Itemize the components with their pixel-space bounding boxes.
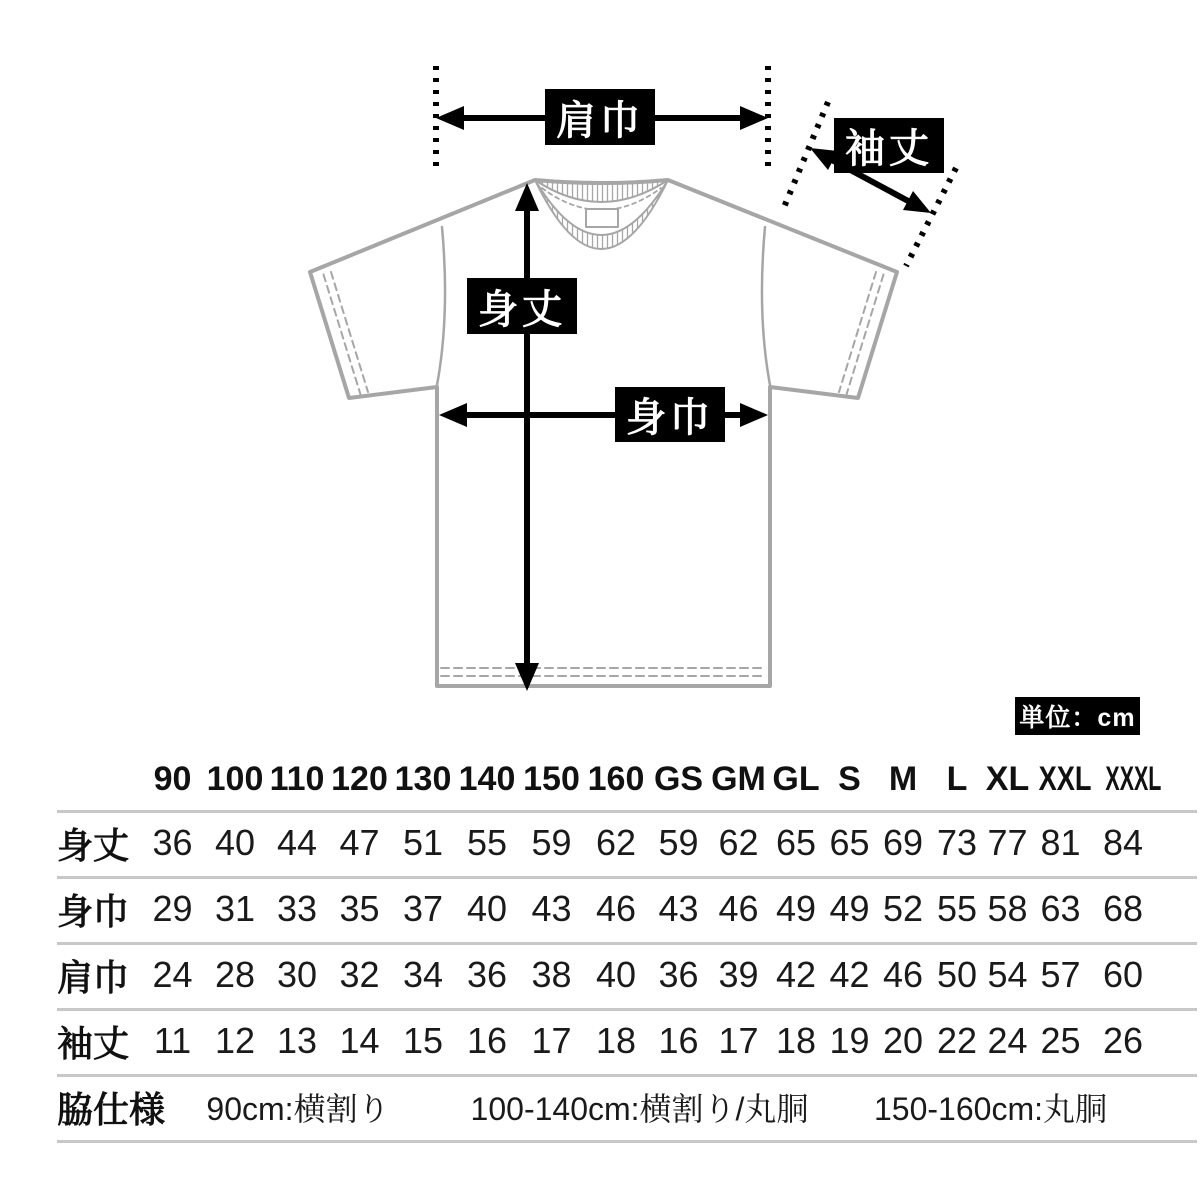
size-column-header: L — [946, 759, 968, 798]
size-value-cell: 15 — [402, 1020, 444, 1061]
size-table-header — [57, 748, 1162, 810]
size-column-header: GM — [711, 759, 766, 798]
size-value-cell: 73 — [936, 822, 978, 863]
size-value-cell: 22 — [936, 1020, 978, 1061]
size-column-header: XXXL — [1105, 759, 1162, 798]
size-value-cell: 13 — [276, 1020, 318, 1061]
size-column-header: 130 — [394, 759, 452, 798]
spec-row — [57, 1074, 1157, 1140]
size-value-cell: 26 — [1102, 1020, 1144, 1061]
spec-text-cell: 150-160cm:丸胴 — [874, 1091, 1107, 1127]
sleeve-length-guide-lower — [906, 168, 956, 266]
size-value-cell: 16 — [658, 1020, 699, 1061]
size-value-cell: 30 — [276, 954, 318, 995]
size-value-cell: 36 — [658, 954, 699, 995]
size-column-header: 140 — [458, 759, 516, 798]
size-value-cell: 33 — [276, 888, 318, 929]
size-value-cell: 40 — [214, 822, 256, 863]
tshirt-body-shape — [310, 180, 897, 686]
sleeve-length-label: 袖丈 — [834, 118, 944, 173]
size-value-cell: 55 — [936, 888, 978, 929]
size-column-header: 150 — [523, 759, 580, 798]
size-table — [57, 748, 1162, 1140]
size-value-cell: 11 — [153, 1020, 192, 1061]
size-value-cell: 44 — [276, 822, 318, 863]
size-value-cell: 18 — [595, 1020, 637, 1061]
size-column-header: XXL — [1038, 759, 1092, 798]
size-column-header: GL — [772, 759, 820, 798]
size-value-cell: 24 — [152, 954, 193, 995]
size-value-cell: 35 — [339, 888, 380, 929]
size-value-cell: 63 — [1040, 888, 1081, 929]
size-value-cell: 84 — [1102, 822, 1144, 863]
size-value-cell: 58 — [987, 888, 1028, 929]
table-separator — [57, 1140, 1197, 1143]
size-value-cell: 69 — [882, 822, 924, 863]
size-column-header: 100 — [206, 759, 264, 798]
body-width-label: 身巾 — [615, 387, 725, 442]
size-table-body — [57, 810, 1157, 1140]
size-table-header-row — [57, 748, 1157, 810]
tshirt-outline — [310, 180, 897, 686]
unit-badge: 単位：cm — [1015, 697, 1140, 735]
size-value-cell: 12 — [214, 1020, 256, 1061]
size-value-cell: 34 — [402, 954, 444, 995]
size-value-cell: 28 — [214, 954, 256, 995]
table-row — [57, 1008, 1157, 1074]
table-corner-cell — [57, 748, 141, 810]
size-value-cell: 37 — [402, 888, 444, 929]
size-column-header: 160 — [587, 759, 645, 798]
size-value-cell: 68 — [1102, 888, 1144, 929]
size-value-cell: 62 — [595, 822, 637, 863]
size-value-cell: 39 — [718, 954, 759, 995]
size-value-cell: 50 — [936, 954, 978, 995]
size-column-header: 110 — [269, 759, 325, 798]
size-value-cell: 40 — [595, 954, 637, 995]
size-value-cell: 47 — [339, 822, 380, 863]
size-value-cell: 51 — [402, 822, 444, 863]
size-value-cell: 81 — [1040, 822, 1081, 863]
row-label: 身丈 — [57, 824, 130, 866]
body-length-label: 身丈 — [467, 278, 577, 334]
size-value-cell: 32 — [339, 954, 380, 995]
size-value-cell: 57 — [1040, 954, 1081, 995]
row-label: 袖丈 — [57, 1022, 130, 1064]
size-value-cell: 43 — [531, 888, 572, 929]
row-label: 肩巾 — [57, 956, 130, 998]
row-label: 脇仕様 — [57, 1088, 166, 1130]
size-value-cell: 18 — [775, 1020, 817, 1061]
size-value-cell: 36 — [466, 954, 508, 995]
size-value-cell: 36 — [152, 822, 193, 863]
size-value-cell: 60 — [1102, 954, 1144, 995]
size-column-header: 90 — [153, 759, 192, 798]
spec-text-cell: 100-140cm:横割り/丸胴 — [470, 1091, 809, 1127]
size-value-cell: 17 — [531, 1020, 572, 1061]
table-row — [57, 876, 1157, 942]
size-value-cell: 49 — [775, 888, 817, 929]
size-value-cell: 43 — [658, 888, 699, 929]
table-row — [57, 810, 1157, 876]
size-value-cell: 17 — [718, 1020, 759, 1061]
size-column-header: 120 — [331, 759, 388, 798]
size-value-cell: 46 — [882, 954, 924, 995]
spec-text-cell: 90cm:横割り — [206, 1091, 390, 1127]
size-value-cell: 40 — [466, 888, 508, 929]
neck-tag — [586, 209, 618, 227]
size-column-header: S — [838, 759, 861, 798]
size-value-cell: 46 — [595, 888, 637, 929]
size-value-cell: 46 — [718, 888, 759, 929]
size-column-header: GS — [653, 759, 704, 798]
table-row — [57, 942, 1157, 1008]
size-value-cell: 42 — [829, 954, 870, 995]
size-value-cell: 19 — [829, 1020, 870, 1061]
size-value-cell: 54 — [987, 954, 1028, 995]
shoulder-width-label: 肩巾 — [545, 89, 655, 145]
size-value-cell: 38 — [531, 954, 572, 995]
size-value-cell: 14 — [339, 1020, 380, 1061]
size-column-header: XL — [985, 759, 1030, 798]
size-value-cell: 59 — [658, 822, 699, 863]
size-value-cell: 25 — [1040, 1020, 1081, 1061]
size-value-cell: 65 — [829, 822, 870, 863]
size-column-header: M — [888, 759, 918, 798]
size-value-cell: 55 — [466, 822, 508, 863]
size-value-cell: 29 — [152, 888, 193, 929]
size-value-cell: 31 — [214, 888, 256, 929]
size-value-cell: 49 — [829, 888, 870, 929]
row-label: 身巾 — [57, 890, 130, 932]
size-value-cell: 52 — [882, 888, 924, 929]
size-value-cell: 20 — [882, 1020, 924, 1061]
size-value-cell: 62 — [718, 822, 759, 863]
size-value-cell: 42 — [775, 954, 817, 995]
size-value-cell: 16 — [466, 1020, 508, 1061]
size-value-cell: 24 — [987, 1020, 1028, 1061]
size-value-cell: 65 — [775, 822, 817, 863]
size-value-cell: 77 — [987, 822, 1028, 863]
size-value-cell: 59 — [531, 822, 572, 863]
